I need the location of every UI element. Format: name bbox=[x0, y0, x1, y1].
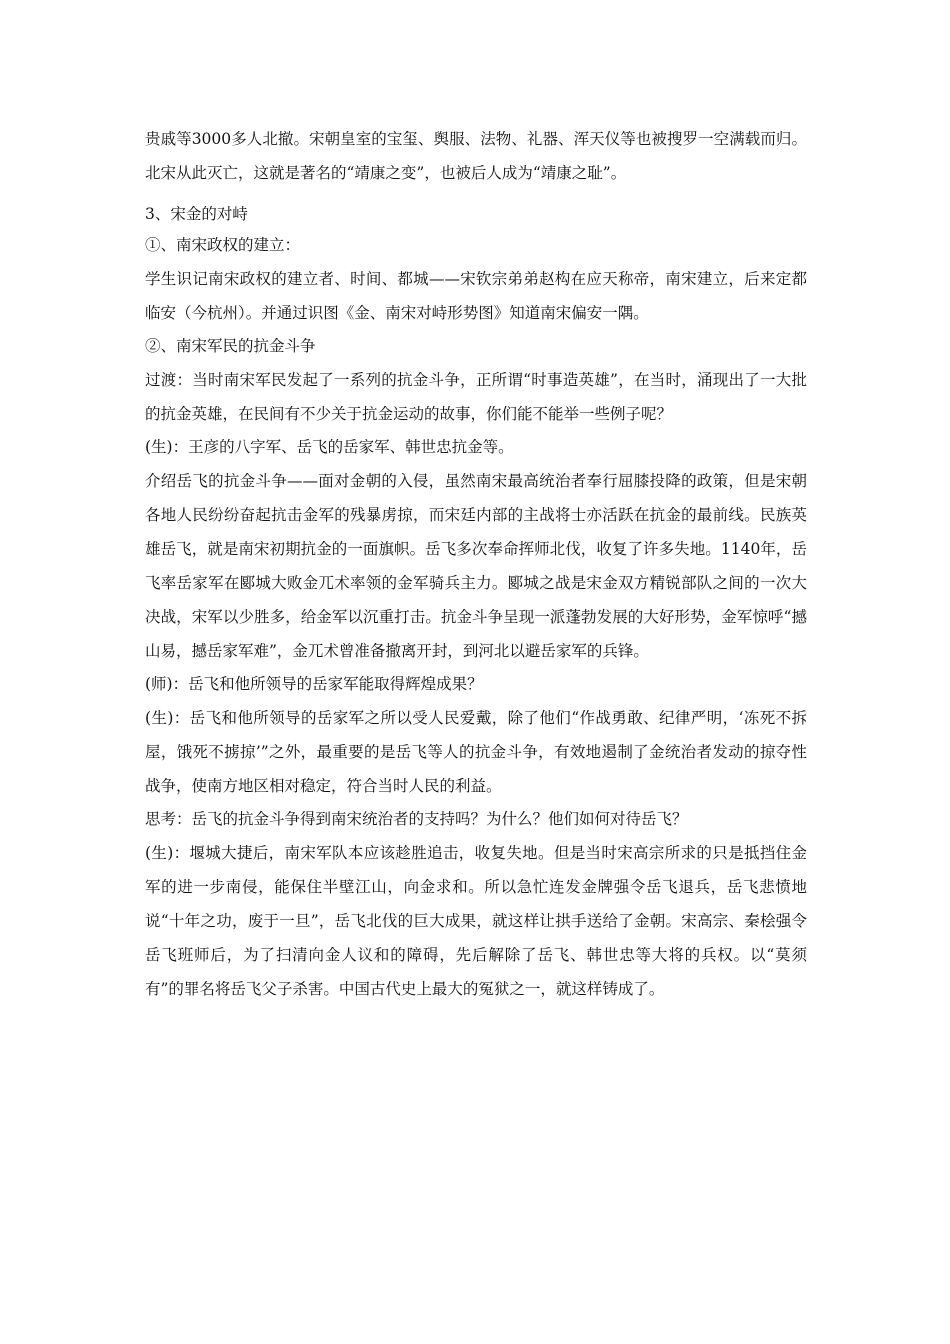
paragraph-reflection-question: 思考：岳飞的抗金斗争得到南宋统治者的支持吗？为什么？他们如何对待岳飞？ bbox=[145, 810, 688, 828]
subheading-southern-song-founding: ①、南宋政权的建立： bbox=[145, 236, 301, 254]
subheading-resistance: ②、南宋军民的抗金斗争 bbox=[145, 337, 316, 355]
section-heading-song-jin-standoff: 3、宋金的对峙 bbox=[145, 205, 248, 223]
paragraph-yue-fei-intro: 介绍岳飞的抗金斗争——面对金朝的入侵，虽然南宋最高统治者奉行屈膝投降的政策，但是宋朝各地人民纷纷奋起抗击金军的残暴虏掠，而宋廷内部的主战将士亦活跃在抗金的最前线。民族英雄岳飞，就是南宋初期抗金的一面旗帜。岳飞多次奉命挥师北伐，收复了许多失地。1140年，岳飞率岳家军在郾城大败金兀术率领的金军骑兵主力。郾城之战是宋金双方精锐部队之间的一次大决战，宋军以少胜多，给金军以沉重打击。抗金斗争呈现一派蓬勃发展的大好形势，金军惊呼“撼山易，撼岳家军难”，金兀术曾准备撤离开封，到河北以避岳家军的兵锋。 bbox=[145, 472, 807, 660]
paragraph-jingkang: 贵戚等3000多人北撤。宋朝皇室的宝玺、舆服、法物、礼器、浑天仪等也被搜罗一空满载而归。北宋从此灭亡，这就是著名的“靖康之变”，也被后人成为“靖康之耻”。 bbox=[145, 130, 807, 182]
paragraph-transition: 过渡：当时南宋军民发起了一系列的抗金斗争，正所谓“时事造英雄”，在当时，涌现出了一大批的抗金英雄，在民间有不少关于抗金运动的故事，你们能不能举一些例子呢？ bbox=[145, 371, 807, 423]
paragraph-southern-song-founding: 学生识记南宋政权的建立者、时间、都城——宋钦宗弟弟赵构在应天称帝，南宋建立，后来定都临安（今杭州）。并通过识图《金、南宋对峙形势图》知道南宋偏安一隅。 bbox=[145, 270, 807, 322]
paragraph-student-answer-1: (生)：王彦的八字军、岳飞的岳家军、韩世忠抗金等。 bbox=[145, 438, 514, 456]
document-body bbox=[145, 122, 807, 1006]
paragraph-teacher-question: (师)：岳飞和他所领导的岳家军能取得辉煌成果？ bbox=[145, 675, 483, 693]
paragraph-student-answer-2: (生)：岳飞和他所领导的岳家军之所以受人民爱戴，除了他们“作战勇敢、纪律严明，‘冻死不拆屋，饿死不掳掠’”之外，最重要的是岳飞等人的抗金斗争，有效地遏制了金统治者发动的掠夺性战争，使南方地区相对稳定，符合当时人民的利益。 bbox=[145, 709, 807, 795]
paragraph-student-answer-3: (生)：堰城大捷后，南宋军队本应该趁胜追击，收复失地。但是当时宋高宗所求的只是抵挡住金军的进一步南侵，能保住半壁江山，向金求和。所以急忙连发金牌强令岳飞退兵，岳飞悲愤地说“十年之功，废于一旦”，岳飞北伐的巨大成果，就这样让拱手送给了金朝。宋高宗、秦桧强令岳飞班师后，为了扫清向金人议和的障碍，先后解除了岳飞、韩世忠等大将的兵权。以“莫须有”的罪名将岳飞父子杀害。中国古代史上最大的冤狱之一，就这样铸成了。 bbox=[145, 844, 807, 998]
